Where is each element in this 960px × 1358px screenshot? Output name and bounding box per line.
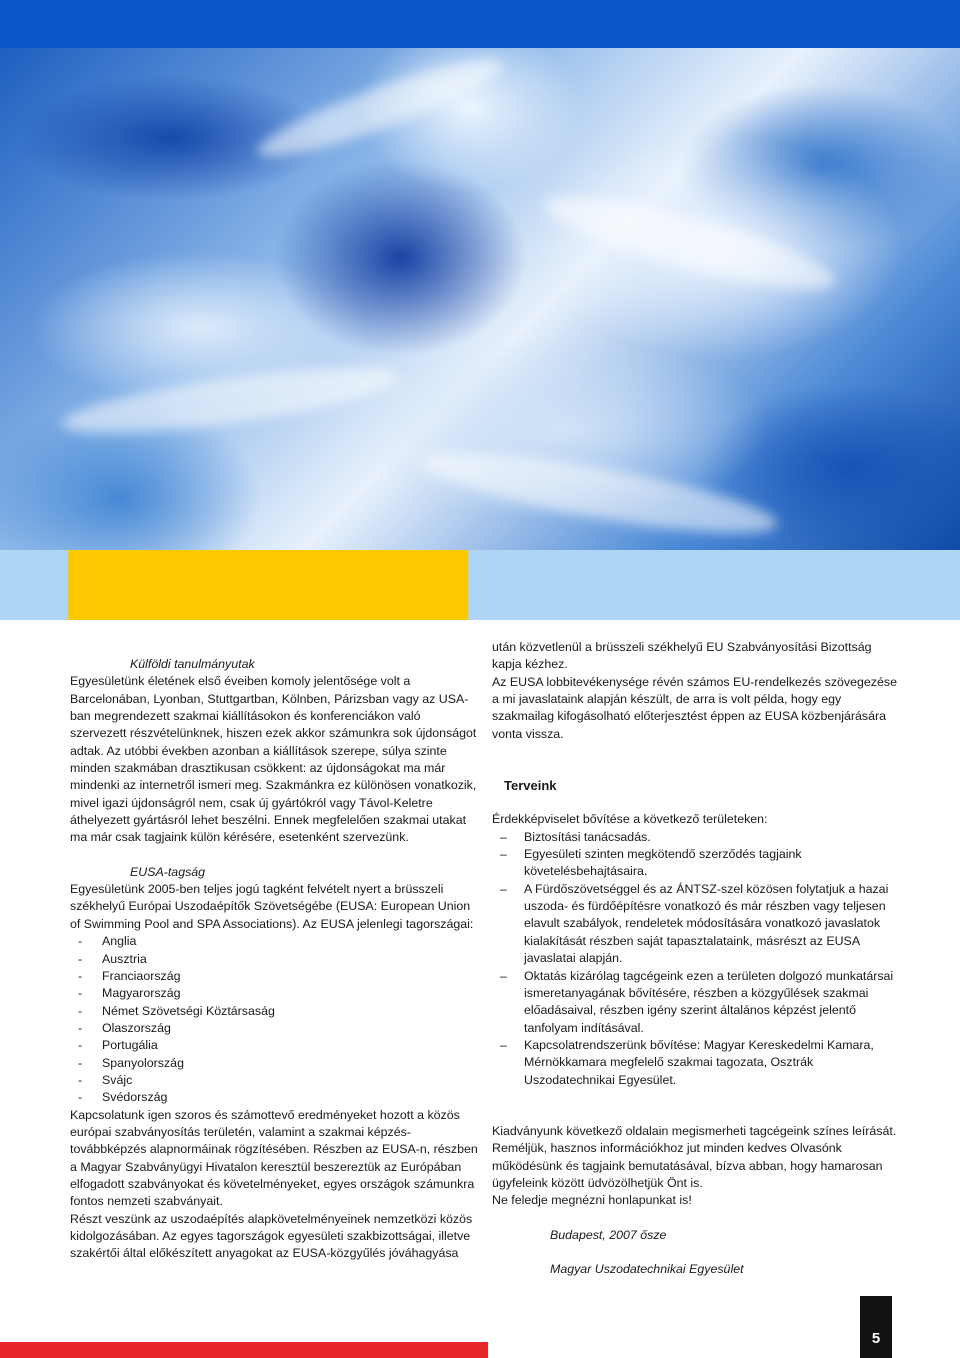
- list-item: - Portugália: [70, 1037, 480, 1054]
- list-item: - Olaszország: [70, 1020, 480, 1037]
- right-column: [492, 639, 902, 1278]
- paragraph: Egyesületünk 2005-ben teljes jogú tagként felvételt nyert a brüsszeli székhelyű Európai Uszodaépítők Szövetségébe (EUSA: European Union of Swimming Pool and SPA Associations). Az EUSA jelenlegi tagországai:: [70, 882, 474, 931]
- place-date: Budapest, 2007 ősze: [550, 1227, 667, 1242]
- list-item: - Német Szövetségi Köztársaság: [70, 1003, 480, 1020]
- list-item: - Svájc: [70, 1072, 480, 1089]
- section-heading-study-trips: Külföldi tanulmányutak: [130, 657, 255, 671]
- list-item: – Biztosítási tanácsadás.: [492, 829, 902, 846]
- yellow-accent-block: [68, 550, 468, 620]
- paragraph: Kapcsolatunk igen szoros és számottevő eredményeket hozott a közös európai szabványosítás területén, valamint a szakmai képzés-továbbképzés alapnormáinak rögzítésében. Részben az EUSA-n, részben a Magyar Szabványügyi Hivatalon keresztül beszereztük az Európában elfogadott szabványokat és követelményeket, egyes országok számunkra fontos nemzeti szabványait.: [70, 1107, 478, 1209]
- paragraph: Az EUSA lobbitevékenysége révén számos EU-rendelkezés szövegezése a mi javaslataink alapján készült, de arra is volt példa, hogy egy szakmailag kifogásolható előterjesztést éppen az EUSA közbenjárására vonta vissza.: [492, 674, 897, 741]
- list-item: – Oktatás kizárólag tagcégeink ezen a területen dolgozó munkatársai ismeretanyagának bővítésére, részben a közgyűlések szakmai előadásaival, részben igény szerint általános képzést jelentő tanfolyam indításával.: [492, 968, 902, 1037]
- paragraph: Részt veszünk az uszodaépítés alapkövetelményeinek nemzetközi közös kidolgozásában. Az egyes tagországok egyesületi szakbizottságai, illetve szakértői által előkészített anyagokat az EUSA-közgyűlés jóváhagyása: [70, 1211, 473, 1261]
- top-color-band: [0, 0, 960, 48]
- water-splash-photo: [0, 48, 960, 550]
- member-country-list: [70, 933, 480, 1106]
- paragraph: Egyesületünk életének első éveiben komoly jelentősége volt a Barcelonában, Lyonban, Stuttgartban, Kölnben, Párizsban vagy az USA-ban megrendezett szakmai kiállításokon és konferenciákon való szervezett részvételünknek, hiszen ezek akkor számunkra sok újdonságot adtak. Az utóbbi években azonban a kiállítások szerepe, súlya szinte minden szakmában drasztikusan csökkent: az újdonságokat ma már mindenki az internetről ismeri meg. Szakmánkra ez különösen vonatkozik, mivel igazi újdonságról nem, csak új gyártókról vagy Távol-Keletre áthelyezett gyártásról lehet beszélni. Ennek megfelelően szakmai utakat ma már csak tagjaink külön kérésére, esetenként szervezünk.: [70, 674, 477, 845]
- section-heading-eusa: EUSA-tagság: [130, 864, 206, 879]
- list-item: – Egyesületi szinten megkötendő szerződés tagjaink követelésbehajtásaira.: [492, 846, 902, 881]
- paragraph: Kiadványunk következő oldalain megismerheti tagcégeink színes leírását. Reméljük, hasznos információkhoz jut minden kedves Olvasónk működésünk és tagjaink bemutatásával, bízva abban, hogy hamarosan ügyfeleink között üdvözölhetjük Önt is.: [492, 1123, 897, 1190]
- list-item: – A Fürdőszövetséggel és az ÁNTSZ-szel közösen folytatjuk a hazai uszoda- és fürdőépítésre vonatkozó és már részben vagy teljesen elavult szabályok, rendeletek módosítására vonatkozó javaslatok kialakítását részben saját tapasztalataink, másrészt az EUSA javaslatai alapján.: [492, 881, 902, 968]
- red-footer-bar: [0, 1342, 488, 1358]
- list-item: - Ausztria: [70, 951, 480, 968]
- list-item: - Franciaország: [70, 968, 480, 985]
- list-item: – Kapcsolatrendszerünk bővítése: Magyar Kereskedelmi Kamara, Mérnökkamara megfelelő szakmai tagozata, Osztrák Uszodatechnikai Egyesület.: [492, 1037, 902, 1089]
- plans-list: [492, 829, 902, 1089]
- paragraph: Érdekképviselet bővítése a következő területeken:: [492, 812, 768, 827]
- list-item: - Svédország: [70, 1089, 480, 1106]
- signature: Magyar Uszodatechnikai Egyesület: [550, 1261, 744, 1276]
- paragraph: Ne feledje megnézni honlapunkat is!: [492, 1193, 692, 1208]
- page-number: 5: [860, 1296, 892, 1358]
- list-item: - Magyarország: [70, 985, 480, 1002]
- list-item: - Anglia: [70, 933, 480, 950]
- paragraph: után közvetlenül a brüsszeli székhelyű EU Szabványosítási Bizottság kapja kézhez.: [492, 640, 872, 672]
- list-item: - Spanyolország: [70, 1055, 480, 1072]
- left-column: [70, 656, 480, 1263]
- section-heading-plans: Terveink: [504, 778, 557, 794]
